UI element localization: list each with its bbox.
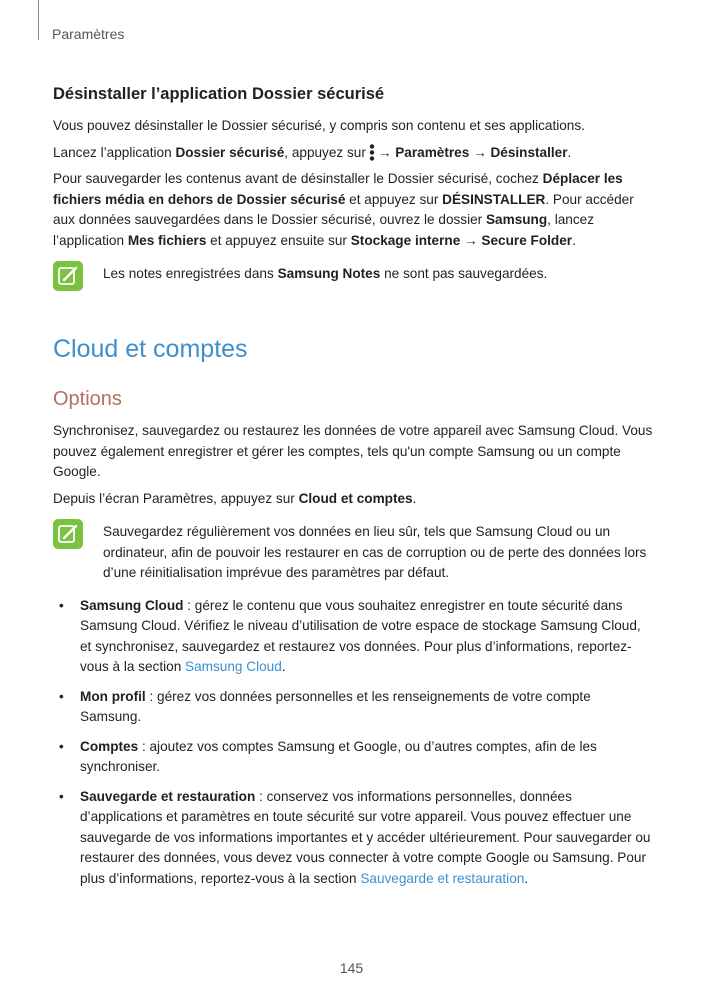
item-term: Mon profil bbox=[80, 688, 146, 704]
link-samsung-cloud[interactable]: Samsung Cloud bbox=[185, 659, 282, 674]
link-sauvegarde-restauration[interactable]: Sauvegarde et restauration bbox=[360, 870, 525, 886]
options-heading: Options bbox=[53, 388, 122, 410]
bullet: • bbox=[59, 597, 64, 613]
bold-text: Mes fichiers bbox=[127, 232, 207, 248]
bullet: • bbox=[59, 688, 64, 704]
text: ne sont pas sauvegardées. bbox=[380, 266, 548, 281]
text: . bbox=[412, 490, 417, 506]
bullet: • bbox=[59, 738, 64, 754]
bold-text: Dossier sécurisé bbox=[175, 144, 285, 160]
text: . bbox=[567, 144, 572, 160]
item-text: : ajoutez vos comptes Samsung et Google, ou d’autres comptes, afin de les synchroniser. bbox=[80, 738, 597, 774]
note-samsung-notes bbox=[53, 261, 653, 291]
note-icon bbox=[53, 519, 83, 549]
item-text: : gérez le contenu que vous souhaitez enregistrer en toute sécurité dans Samsung Cloud. Vérifiez le niveau d’utilisation de votre espace de stockage Samsung Cloud, et synchronisez, sauvegardez et restaurez vos données. Pour plus d’informations, reportez-vous à la section bbox=[80, 597, 641, 674]
text: Depuis l’écran Paramètres, appuyez sur bbox=[53, 490, 299, 506]
note-backup-advice bbox=[53, 519, 653, 584]
bullet: • bbox=[59, 788, 64, 804]
text: Lancez l’application bbox=[53, 144, 176, 160]
paragraph-backup-before-uninstall bbox=[53, 169, 653, 251]
item-text: : conservez vos informations personnelles, données d’applications et paramètres en toute sécurité sur votre appareil. Vous pouvez effectuer une sauvegarde de vos informations importantes et y accéder ultérieurement. Pour sauvegarder ou restaurer des données, vous devez vous connecter à votre compte Google ou Samsung. Pour plus d’informations, reportez-vous à la section bbox=[80, 788, 651, 886]
item-term: Sauvegarde et restauration bbox=[80, 788, 256, 804]
text: , appuyez sur bbox=[284, 144, 366, 160]
bold-text: DÉSINSTALLER bbox=[442, 191, 546, 207]
note-text: Sauvegardez régulièrement vos données en lieu sûr, tels que Samsung Cloud ou un ordinateur, afin de pouvoir les restaurer en cas de corruption ou de perte des données lors d’une réinitialisation imprévue des paramètres par défaut. bbox=[103, 524, 647, 580]
section-heading: Désinstaller l’application Dossier sécurisé bbox=[53, 85, 385, 103]
paragraph-options-intro: Synchronisez, sauvegardez ou restaurez les données de votre appareil avec Samsung Cloud. Vous pouvez également enregistrer et gérer les comptes, tels qu'un compte Samsung ou un compte Google. bbox=[53, 423, 653, 479]
chapter-title: Cloud et comptes bbox=[53, 335, 248, 363]
bold-text: Déplacer les fichiers média en dehors de Dossier sécurisé bbox=[53, 171, 623, 207]
header-rule bbox=[38, 0, 39, 40]
text: . bbox=[281, 659, 286, 674]
list-item-mon-profil bbox=[53, 687, 653, 728]
options-list bbox=[53, 596, 653, 890]
item-text: : gérez vos données personnelles et les renseignements de votre compte Samsung. bbox=[80, 688, 591, 724]
bold-text: Samsung bbox=[485, 212, 548, 227]
page-content bbox=[53, 85, 653, 898]
text: et appuyez sur bbox=[345, 191, 443, 207]
text: . bbox=[524, 870, 529, 886]
bold-text: Stockage interne → Secure Folder bbox=[350, 232, 573, 248]
list-item-sauvegarde bbox=[53, 787, 653, 890]
more-options-icon bbox=[369, 144, 375, 161]
text: Les notes enregistrées dans bbox=[103, 266, 278, 281]
bold-text: Cloud et comptes bbox=[298, 490, 413, 506]
list-item-comptes bbox=[53, 737, 653, 778]
note-icon bbox=[53, 261, 83, 291]
text: . bbox=[572, 232, 576, 248]
list-item-samsung-cloud bbox=[53, 596, 653, 678]
text: . Pour accéder aux données sauvegardées dans le Dossier sécurisé, ouvrez le dossier bbox=[53, 191, 634, 227]
text: , lancez l’application bbox=[53, 212, 595, 248]
item-term: Comptes bbox=[80, 738, 139, 754]
paragraph-uninstall-intro: Vous pouvez désinstaller le Dossier sécurisé, y compris son contenu et ses applications. bbox=[53, 118, 585, 133]
paragraph-options-access bbox=[53, 489, 653, 510]
bold-text: → Paramètres → Désinstaller bbox=[377, 144, 568, 160]
page-header: Paramètres bbox=[52, 26, 125, 42]
item-term: Samsung Cloud bbox=[80, 597, 184, 613]
text: et appuyez ensuite sur bbox=[206, 232, 351, 248]
paragraph-uninstall-steps bbox=[53, 143, 653, 164]
bold-text: Samsung Notes bbox=[277, 266, 381, 281]
text: Pour sauvegarder les contenus avant de désinstaller le Dossier sécurisé, cochez bbox=[53, 171, 543, 186]
note-text bbox=[103, 261, 547, 285]
page-number: 145 bbox=[339, 960, 364, 976]
